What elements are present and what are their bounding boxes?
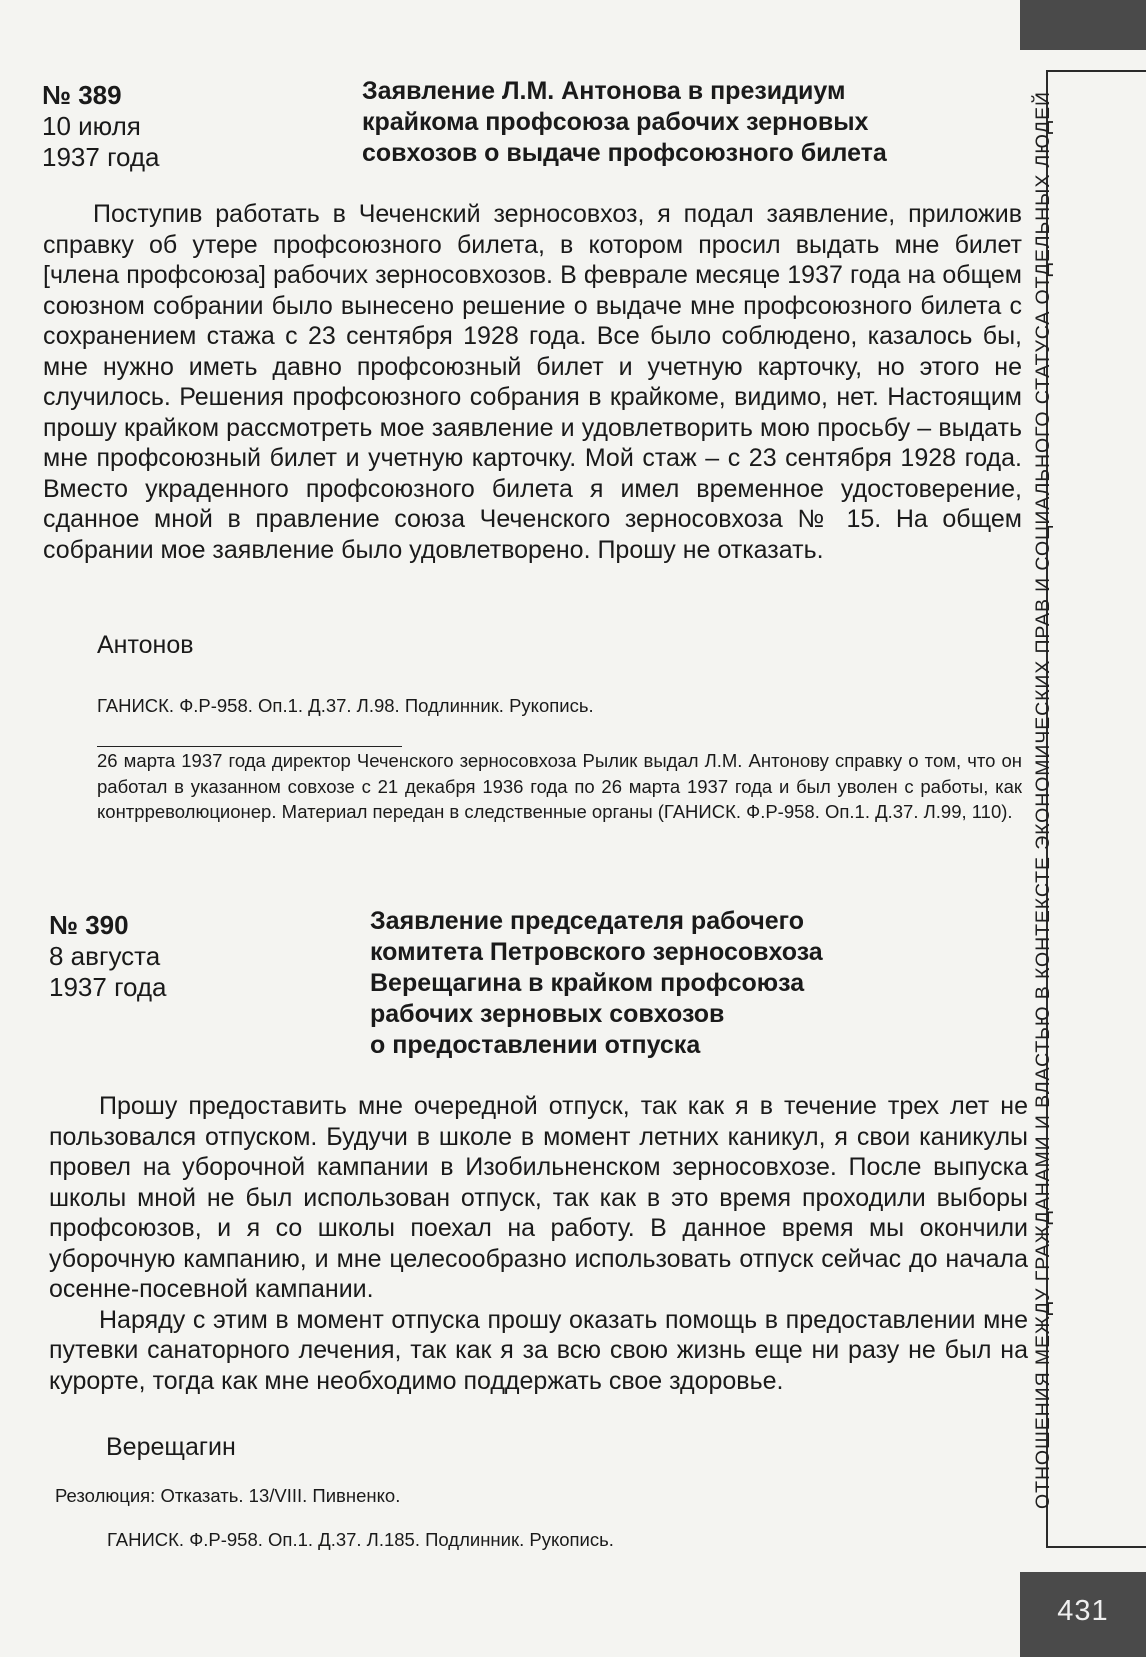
doc-389-title — [362, 76, 1002, 169]
doc-389-body — [43, 199, 1022, 565]
doc-390-title-line: Заявление председателя рабочего — [370, 907, 804, 935]
doc-390-resolution: Резолюция: Отказать. 13/VIII. Пивненко. — [55, 1485, 401, 1506]
doc-390-title-line: о предоставлении отпуска — [370, 1031, 701, 1059]
doc-389-title-line: совхозов о выдаче профсоюзного билета — [362, 139, 887, 167]
doc-390-title — [370, 906, 1010, 1061]
doc-390-paragraph: Прошу предоставить мне очередной отпуск, так как я в течение трех лет не пользовался отпуском. Будучи в школе в момент летних каникул, я свои каникулы провел на уборочной кампании в Изобильненском зерносовхозе. После выпуска школы мной не был использован отпуск, так как в это время проходили выборы профсоюзов, и я со школы поехал на работу. В данное время мы окончили уборочную кампанию, и мне целесообразно использовать отпуск сейчас до начала осенне-посевной кампании. — [49, 1092, 1028, 1303]
doc-389-date-year: 1937 года — [42, 142, 160, 172]
doc-389-meta — [42, 80, 160, 173]
header-tab-block — [1020, 0, 1146, 50]
side-frame — [1046, 70, 1146, 1548]
doc-390-title-line: рабочих зерновых совхозов — [370, 1000, 725, 1028]
doc-389-footnote: 26 марта 1937 года директор Чеченского зерносовхоза Рылик выдал Л.М. Антонову справку о том, что он работал в указанном совхозе с 21 декабря 1936 года по 26 марта 1937 года и был уволен с работы, как контрреволюционер. Материал передан в следственные органы (ГАНИСК. Ф.Р-958. Оп.1. Д.37. Л.99, 110). — [97, 750, 1022, 822]
doc-390-date-year: 1937 года — [49, 972, 167, 1002]
doc-389-title-line: Заявление Л.М. Антонова в президиум — [362, 77, 846, 105]
doc-390-date-day: 8 августа — [49, 941, 161, 971]
page-number-tab — [1020, 1572, 1146, 1657]
doc-390-paragraph: Наряду с этим в момент отпуска прошу оказать помощь в предоставлении мне путевки санаторного лечения, так как я за всю свою жизнь еще ни разу не был на курорте, тогда как мне необходимо поддержать свое здоровье. — [49, 1305, 1028, 1395]
doc-389-signature: Антонов — [97, 631, 194, 659]
doc-390-body — [49, 1091, 1028, 1396]
doc-389-paragraph: Поступив работать в Чеченский зерносовхоз, я подал заявление, приложив справку об утере профсоюзного билета, в котором просил выдать мне билет [члена профсоюза] рабочих зерносовхозов. В феврале месяце 1937 года на общем союзном собрании было вынесено решение о выдаче мне профсоюзного билета с сохранением стажа с 23 сентября 1928 года. Все было соблюдено, казалось бы, мне нужно иметь давно профсоюзный билет и учетную карточку, но этого не случилось. Решения профсоюзного собрания в крайкоме, видимо, нет. Настоящим прошу крайком рассмотреть мое заявление и удовлетворить мою просьбу – выдать мне профсоюзный билет и учетную карточку. Мой стаж – с 23 сентября 1928 года. Вместо украденного профсоюзного билета я имел временное удостоверение, сданное мной в правление союза Чеченского зерносовхоза № 15. На общем собрании мое заявление было удовлетворено. Прошу не отказать. — [43, 200, 1022, 564]
running-header: ОТНОШЕНИЯ МЕЖДУ ГРАЖДАНАМИ И ВЛАСТЬЮ В КОНТЕКСТЕ ЭКОНОМИЧЕСКИХ ПРАВ И СОЦИАЛЬНОГО СТАТУСА ОТДЕЛЬНЫХ ЛЮДЕЙ — [1032, 91, 1054, 1509]
doc-390-number: № 390 — [49, 910, 129, 940]
doc-390-title-line: Верещагина в крайком профсоюза — [370, 969, 805, 997]
doc-389-title-line: крайкома профсоюза рабочих зерновых — [362, 108, 869, 136]
footnote-rule — [97, 746, 402, 747]
page-number: 431 — [1057, 1595, 1109, 1627]
doc-390-signature: Верещагин — [106, 1433, 236, 1461]
doc-390-source: ГАНИСК. Ф.Р-958. Оп.1. Д.37. Л.185. Подлинник. Рукопись. — [107, 1529, 614, 1550]
doc-389-number: № 389 — [42, 80, 122, 110]
doc-390-meta — [49, 910, 167, 1003]
doc-389-date-day: 10 июля — [42, 111, 141, 141]
doc-390-title-line: комитета Петровского зерносовхоза — [370, 938, 823, 966]
doc-389-source: ГАНИСК. Ф.Р-958. Оп.1. Д.37. Л.98. Подлинник. Рукопись. — [97, 695, 594, 716]
